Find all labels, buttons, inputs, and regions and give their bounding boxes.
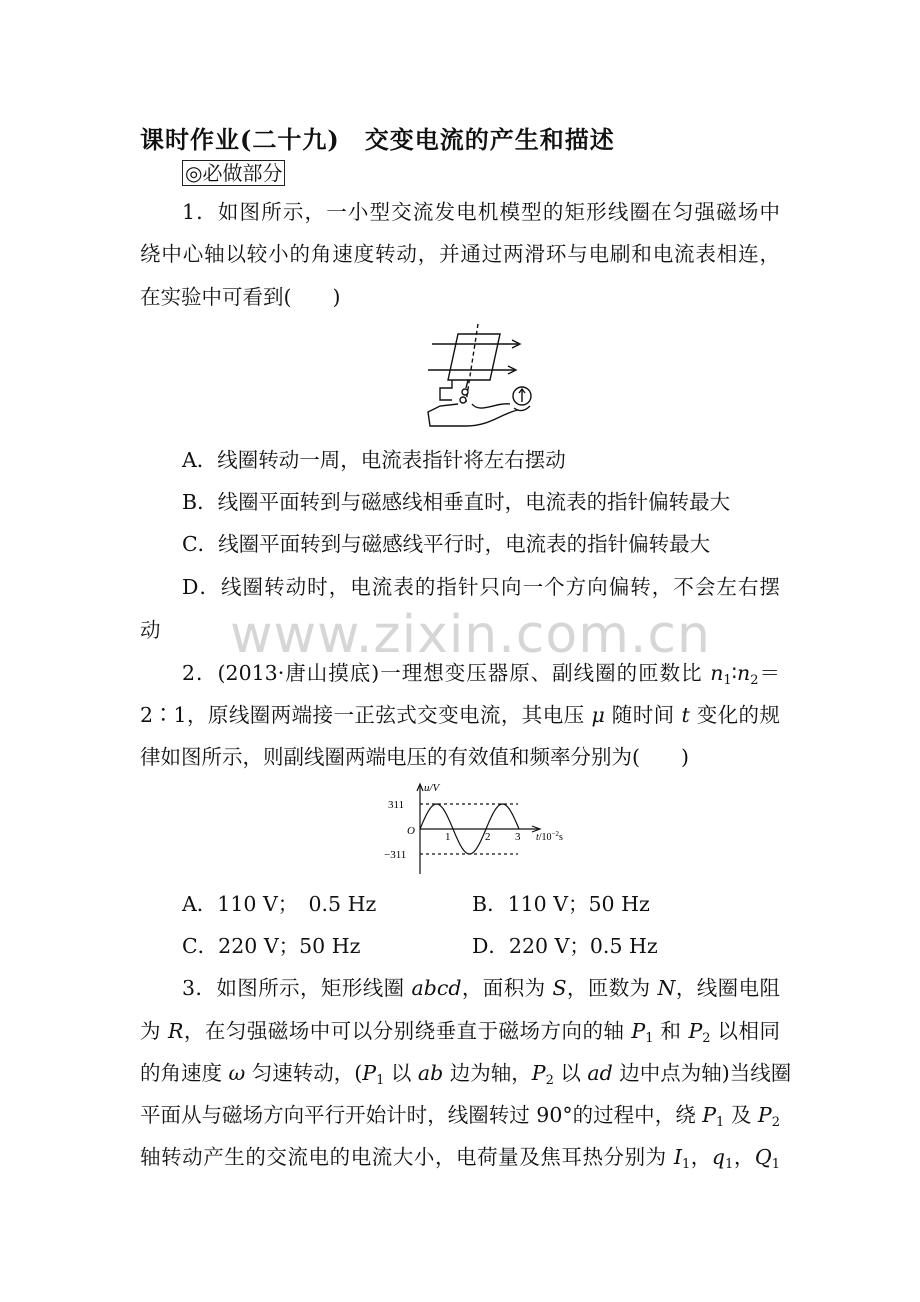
ad-symbol: ad <box>587 1061 613 1085</box>
watermark: www.zixin.com.cn <box>230 605 711 665</box>
Q1-subscript: 1 <box>771 1157 781 1172</box>
comma-1: ， <box>690 1145 712 1169</box>
I1-symbol: I <box>673 1145 682 1169</box>
slip-ring-2 <box>460 397 466 403</box>
comma-2: ， <box>733 1145 755 1169</box>
q3-t4: ，线圈电阻 <box>675 976 780 1000</box>
P2-subscript-c: 2 <box>771 1115 780 1130</box>
q1-text-line-1: 1．如图所示，一小型交流发电机模型的矩形线圈在匀强磁场中 <box>182 200 780 224</box>
q3-t2: ，面积为 <box>461 976 553 1000</box>
section-label: ◎必做部分 <box>182 160 285 186</box>
ratio-colon: ∶ <box>731 661 738 685</box>
P2-subscript: 2 <box>702 1031 711 1046</box>
P2-symbol-b: P <box>531 1061 546 1085</box>
ammeter-lead <box>514 406 530 411</box>
mu-symbol: μ <box>591 703 605 727</box>
t-symbol: t <box>681 703 690 727</box>
q1-option-c: C．线圈平面转到与磁感线平行时，电流表的指针偏转最大 <box>182 532 711 556</box>
rectangular-coil <box>448 334 500 380</box>
x-tick-1: 1 <box>445 831 451 843</box>
I1-subscript: 1 <box>681 1157 691 1172</box>
q1-text-line-3: 在实验中可看到( ) <box>140 285 341 309</box>
P1-subscript-c: 1 <box>716 1115 725 1130</box>
origin-label: O <box>407 825 415 837</box>
page-title: 课时作业(二十九) 交变电流的产生和描述 <box>140 125 615 154</box>
q1-text-line-2: 绕中心轴以较小的角速度转动，并通过两滑环与电刷和电流表相连， <box>140 242 780 266</box>
q2-text-2a: 2∶1，原线圈两端接一正弦式交变电流，其电压 <box>140 703 592 727</box>
q3-t12: 边为轴， <box>443 1061 532 1085</box>
circuit-wire <box>428 404 518 426</box>
q3-t5: 为 <box>140 1019 168 1043</box>
y-tick-311: 311 <box>388 799 405 811</box>
ab-symbol: ab <box>417 1061 444 1085</box>
n2-subscript: 2 <box>750 673 759 688</box>
q2-text-2b: 随时间 <box>604 703 682 727</box>
P2-subscript-b: 2 <box>545 1073 554 1088</box>
x-axis-label: $t/10^{-2}s$ <box>536 830 563 843</box>
S-symbol: S <box>552 976 567 1000</box>
q3-text-line-3 <box>140 1059 792 1088</box>
q1-option-a: A．线圈转动一周，电流表指针将左右摆动 <box>182 448 566 472</box>
R-symbol: R <box>167 1019 184 1043</box>
q2-text-line-3: 律如图所示，则副线圈两端电压的有效值和频率分别为( ) <box>140 745 689 769</box>
q2-option-c: C．220 V；50 Hz <box>182 934 361 958</box>
n2-symbol: n <box>737 661 751 685</box>
q3-t14: 边中点为轴)当线圈 <box>612 1061 792 1085</box>
q3-t6: ，在匀强磁场中可以分别绕垂直于磁场方向的轴 <box>183 1019 632 1043</box>
P1-subscript: 1 <box>645 1031 654 1046</box>
y-tick-neg311: −311 <box>384 849 407 861</box>
n1-symbol: n <box>710 661 724 685</box>
q3-text-line-5 <box>140 1143 780 1171</box>
q2-text-line-2 <box>140 701 780 729</box>
P1-subscript-b: 1 <box>376 1073 385 1088</box>
q3-t9: 的角速度 <box>140 1061 229 1085</box>
P1-symbol-c: P <box>702 1103 717 1127</box>
P2-symbol: P <box>688 1019 703 1043</box>
q1-symbol: q <box>711 1145 725 1169</box>
q3-t13: 以 <box>553 1061 588 1085</box>
voltage-sine-graph <box>360 778 580 878</box>
q2-text-line-1 <box>182 659 780 687</box>
generator-diagram <box>410 322 550 430</box>
q1-option-d-cont: 动 <box>140 618 161 642</box>
circuit-wire-2 <box>472 404 510 408</box>
x-tick-3: 3 <box>515 831 521 843</box>
q3-t7: 和 <box>653 1019 689 1043</box>
q3-t10: 匀速转动，( <box>245 1061 363 1085</box>
abcd-symbol: abcd <box>411 976 462 1000</box>
x-tick-2: 2 <box>485 831 491 843</box>
q3-t11: 以 <box>384 1061 418 1085</box>
q3-text-line-1 <box>182 974 780 1002</box>
q2-text-1a: 2．(2013·唐山摸底)一理想变压器原、副线圈的匝数比 <box>182 661 711 685</box>
slip-ring-1 <box>462 389 468 395</box>
q3-t1: 3．如图所示，矩形线圈 <box>182 976 412 1000</box>
q3-t17: 轴转动产生的交流电的电流大小，电荷量及焦耳热分别为 <box>140 1145 674 1169</box>
n1-subscript: 1 <box>723 673 732 688</box>
q1-option-b: B．线圈平面转到与磁感线相垂直时，电流表的指针偏转最大 <box>182 490 731 514</box>
q2-option-b: B．110 V；50 Hz <box>472 892 650 916</box>
brush-left <box>440 380 452 400</box>
q2-option-d: D．220 V；0.5 Hz <box>472 934 658 958</box>
Q1-symbol: Q <box>754 1145 772 1169</box>
P2-symbol-c: P <box>757 1103 772 1127</box>
q3-t8: 以相同 <box>710 1019 780 1043</box>
P1-symbol-b: P <box>362 1061 377 1085</box>
N-symbol: N <box>657 976 676 1000</box>
q1-option-d: D．线圈转动时，电流表的指针只向一个方向偏转，不会左右摆 <box>182 575 780 599</box>
q3-text-line-2 <box>140 1017 780 1045</box>
P1-symbol: P <box>631 1019 646 1043</box>
q2-text-2c: 变化的规 <box>689 703 780 727</box>
equals-sign: ＝ <box>758 661 780 685</box>
q3-text-line-4 <box>140 1101 780 1129</box>
q3-t3: ，匝数为 <box>566 976 658 1000</box>
q2-option-a: A．110 V； 0.5 Hz <box>182 892 377 916</box>
q3-t16: 及 <box>724 1103 758 1127</box>
omega-symbol: ω <box>228 1061 246 1085</box>
y-axis-label: u/V <box>424 782 440 794</box>
q3-t15: 平面从与磁场方向平行开始计时，线圈转过 90°的过程中，绕 <box>140 1103 703 1127</box>
q1-subscript: 1 <box>725 1157 734 1172</box>
